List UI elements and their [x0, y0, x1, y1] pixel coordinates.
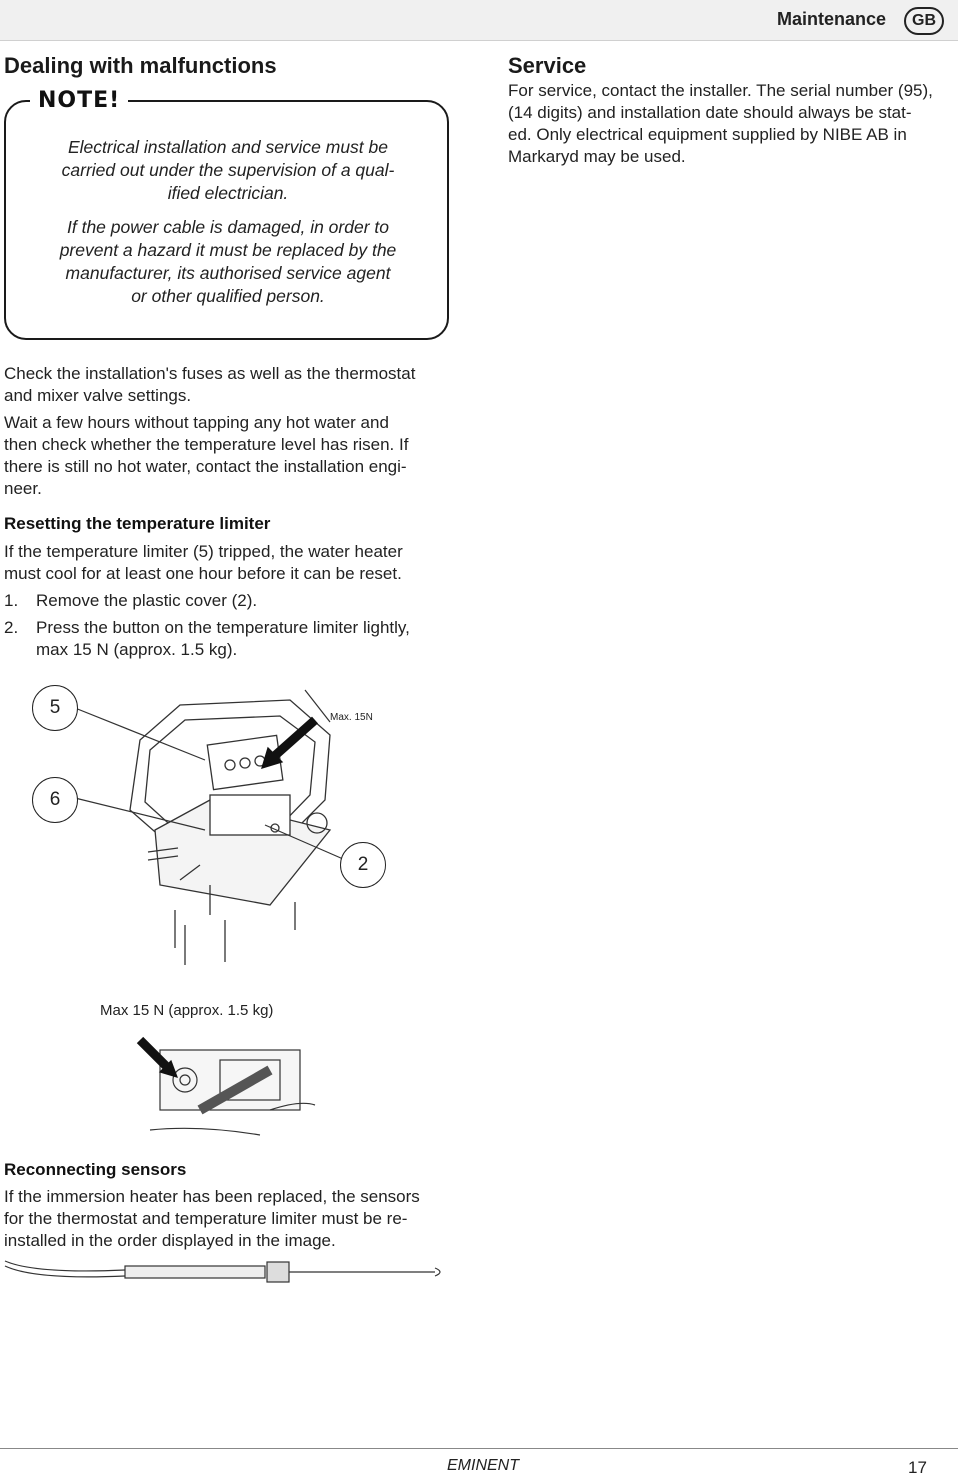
- check-paragraph: Check the installation's fuses as well as the thermostat and mixer valve settings.: [4, 364, 416, 405]
- water-heater-illustration: [30, 680, 430, 980]
- reconnecting-paragraph: If the immersion heater has been replaced, the sensors for the thermostat and temperature limiter must be re- installed in the order displayed in the image.: [4, 1187, 420, 1250]
- temperature-limiter-illustration: [140, 1030, 320, 1140]
- malfunctions-heading: Dealing with malfunctions: [4, 53, 277, 78]
- list-item: 2. Press the button on the temperature limiter lightly, max 15 N (approx. 1.5 kg).: [4, 618, 410, 659]
- country-badge: GB: [904, 7, 944, 35]
- resetting-heading: Resetting the temperature limiter: [4, 514, 271, 533]
- figure2-caption: Max 15 N (approx. 1.5 kg): [100, 1002, 274, 1019]
- wait-paragraph: Wait a few hours without tapping any hot water and then check whether the temperature level has risen. If there is still no hot water, contact the installation engi- neer.: [4, 413, 409, 498]
- note-paragraph-1: Electrical installation and service must be carried out under the supervision of a qual- ified electrician.: [61, 137, 395, 203]
- list-item: 1. Remove the plastic cover (2).: [4, 591, 258, 610]
- note-label: NOTE!: [30, 88, 128, 113]
- product-name: EMINENT: [447, 1457, 519, 1474]
- footer-divider: [0, 1448, 958, 1449]
- callout-6: 6: [32, 777, 78, 823]
- resetting-steps: [4, 590, 454, 661]
- max-force-label: Max. 15N: [330, 712, 373, 723]
- page-number: 17: [908, 1458, 927, 1477]
- section-title: Maintenance: [776, 9, 886, 29]
- callout-2: 2: [340, 842, 386, 888]
- reconnecting-heading: Reconnecting sensors: [4, 1160, 187, 1179]
- callout-5: 5: [32, 685, 78, 731]
- service-paragraph: For service, contact the installer. The serial number (95), (14 digits) and installation date should always be stat- ed. Only electrical equipment supplied by NIBE AB in Markaryd may be used.: [508, 81, 933, 166]
- resetting-intro: If the temperature limiter (5) tripped, the water heater must cool for at least one hour before it can be reset.: [4, 542, 403, 583]
- note-paragraph-2: If the power cable is damaged, in order to prevent a hazard it must be replaced by the manufacturer, its authorised service agent or other qualified person.: [59, 217, 397, 306]
- sensor-illustration: [5, 1258, 450, 1288]
- service-heading: Service: [508, 53, 587, 78]
